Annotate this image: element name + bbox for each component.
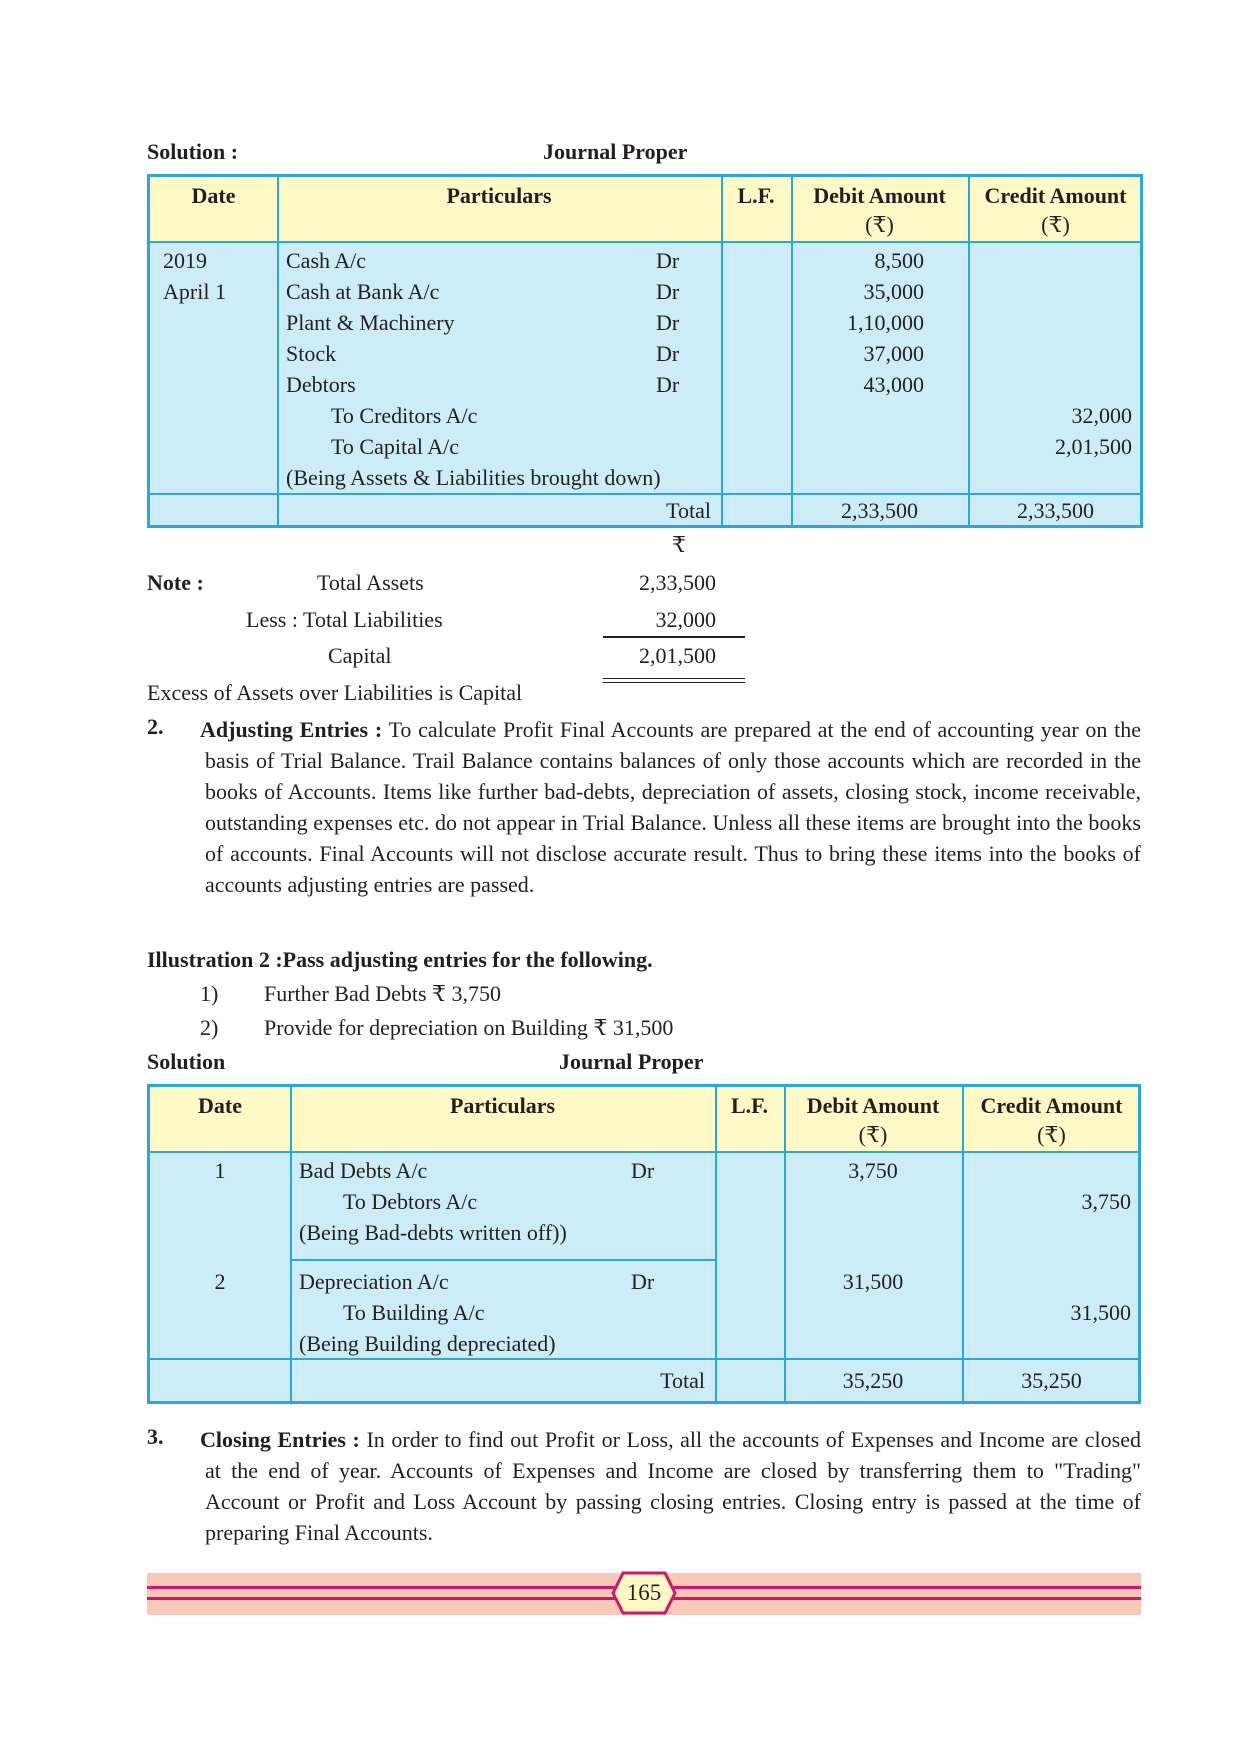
header-credit-rupee: (₹) (1037, 1122, 1066, 1147)
entry-debit-line: Bad Debts A/c (299, 1158, 428, 1183)
debit-amount: 43,000 (863, 372, 924, 397)
adjusting-entries-text: To calculate Profit Final Accounts are prepared at the end of accounting year on the basis of Trial Balance. Trail Balance contains balances of only those accounts which are recorded in the books of Accounts. Items like further bad-debts, depreciation of assets, closing stock, income receivable, outstanding expenses etc. do not appear in Trial Balance. Unless all these items are brought into the books of accounts. Final Accounts will not disclose accurate result. Thus to bring these items into the books of accounts adjusting entries are passed. (205, 717, 1142, 897)
entry-date: 2 (214, 1269, 226, 1294)
header-lf: L.F. (737, 183, 775, 208)
entry-date: 1 (214, 1158, 226, 1183)
debit-amount: 8,500 (874, 248, 924, 273)
header-date: Date (191, 183, 236, 208)
page-number: 165 (626, 1580, 662, 1605)
debit-amount: 3,750 (848, 1158, 898, 1183)
particular-debtors: Debtors (286, 372, 356, 397)
header-debit-rupee: (₹) (858, 1122, 888, 1147)
credit-amount: 32,000 (1071, 403, 1132, 428)
particular-to-creditors: To Creditors A/c (331, 403, 478, 428)
header-debit-rupee: (₹) (865, 212, 894, 237)
entry-credit-line: To Building A/c (343, 1300, 485, 1325)
debit-amount: 35,000 (863, 279, 924, 304)
header-debit: Debit Amount (813, 183, 946, 208)
total-assets-label: Total Assets (317, 570, 424, 595)
entry-debit-line: Depreciation A/c (299, 1269, 449, 1294)
closing-entries-paragraph (200, 1424, 1141, 1548)
credit-amount: 3,750 (1081, 1189, 1131, 1214)
dr-marker: Dr (656, 372, 680, 397)
narration: (Being Assets & Liabilities brought down) (286, 465, 661, 490)
adjusting-entries-paragraph (200, 714, 1142, 900)
total-assets-value: 2,33,500 (639, 570, 716, 595)
less-label: Less : Total Liabilities (246, 607, 443, 632)
total-debit: 2,33,500 (841, 498, 918, 523)
date-year: 2019 (163, 248, 207, 273)
credit-amount: 2,01,500 (1055, 434, 1132, 459)
debit-amount: 31,500 (842, 1269, 904, 1294)
item-text: Further Bad Debts ₹ 3,750 (264, 981, 502, 1006)
total-credit: 35,250 (1021, 1368, 1082, 1393)
header-credit: Credit Amount (984, 183, 1127, 208)
particular-cash: Cash A/c (286, 248, 367, 273)
item-number: 1) (200, 981, 219, 1006)
entry-narration: (Being Bad-debts written off)) (299, 1220, 567, 1245)
total-label: Total (660, 1368, 705, 1393)
dr-marker: Dr (631, 1269, 655, 1294)
total-label: Total (666, 498, 711, 523)
rupee-symbol: ₹ (672, 532, 686, 557)
item-text: Provide for depreciation on Building ₹ 31,500 (264, 1015, 674, 1040)
capital-value: 2,01,500 (639, 643, 716, 668)
particular-to-capital: To Capital A/c (331, 434, 459, 459)
header-credit-rupee: (₹) (1041, 212, 1070, 237)
total-credit: 2,33,500 (1017, 498, 1094, 523)
header-debit: Debit Amount (806, 1093, 940, 1118)
entry-credit-line: To Debtors A/c (343, 1189, 478, 1214)
header-credit: Credit Amount (980, 1093, 1123, 1118)
illustration-title: Illustration 2 :Pass adjusting entries for the following. (147, 947, 653, 972)
point-3-number: 3. (147, 1424, 164, 1449)
less-value: 32,000 (655, 607, 716, 632)
dr-marker: Dr (656, 279, 680, 304)
header-date: Date (198, 1093, 242, 1118)
journal-title: Journal Proper (543, 139, 688, 164)
date-day: April 1 (163, 279, 226, 304)
journal-table-2 (147, 1084, 1141, 1404)
closing-entries-text: In order to find out Profit or Loss, all the accounts of Expenses and Income are closed at the end of year. Accounts of Expenses and Income are closed by transferring them to "Trading" Account or Profit and Loss Account by passing closing entries. Closing entry is passed at the time of preparing Final Accounts. (205, 1427, 1141, 1545)
dr-marker: Dr (631, 1158, 655, 1183)
note-label: Note : (147, 570, 204, 595)
solution-label-2: Solution (147, 1049, 226, 1074)
header-lf: L.F. (730, 1093, 769, 1118)
dr-marker: Dr (656, 341, 680, 366)
journal-title-2: Journal Proper (559, 1049, 704, 1074)
dr-marker: Dr (656, 248, 680, 273)
particular-plant-machinery: Plant & Machinery (286, 310, 455, 335)
header-particulars: Particulars (449, 1093, 556, 1118)
particular-stock: Stock (286, 341, 337, 366)
item-number: 2) (200, 1015, 219, 1040)
debit-amount: 37,000 (863, 341, 924, 366)
journal-table-1 (147, 174, 1143, 528)
total-double-rule (603, 678, 745, 683)
credit-amount: 31,500 (1070, 1300, 1131, 1325)
entry-narration: (Being Building depreciated) (299, 1331, 556, 1356)
header-particulars: Particulars (446, 183, 552, 208)
debit-amount: 1,10,000 (847, 310, 924, 335)
particular-cash-at-bank: Cash at Bank A/c (286, 279, 440, 304)
excess-text: Excess of Assets over Liabilities is Capital (147, 680, 523, 705)
closing-entries-heading: Closing Entries : (200, 1427, 360, 1452)
subtotal-rule (603, 636, 745, 638)
adjusting-entries-heading: Adjusting Entries : (200, 717, 383, 742)
solution-label: Solution : (147, 139, 239, 164)
total-debit: 35,250 (842, 1368, 904, 1393)
point-2-number: 2. (147, 714, 164, 739)
capital-label: Capital (328, 643, 392, 668)
dr-marker: Dr (656, 310, 680, 335)
